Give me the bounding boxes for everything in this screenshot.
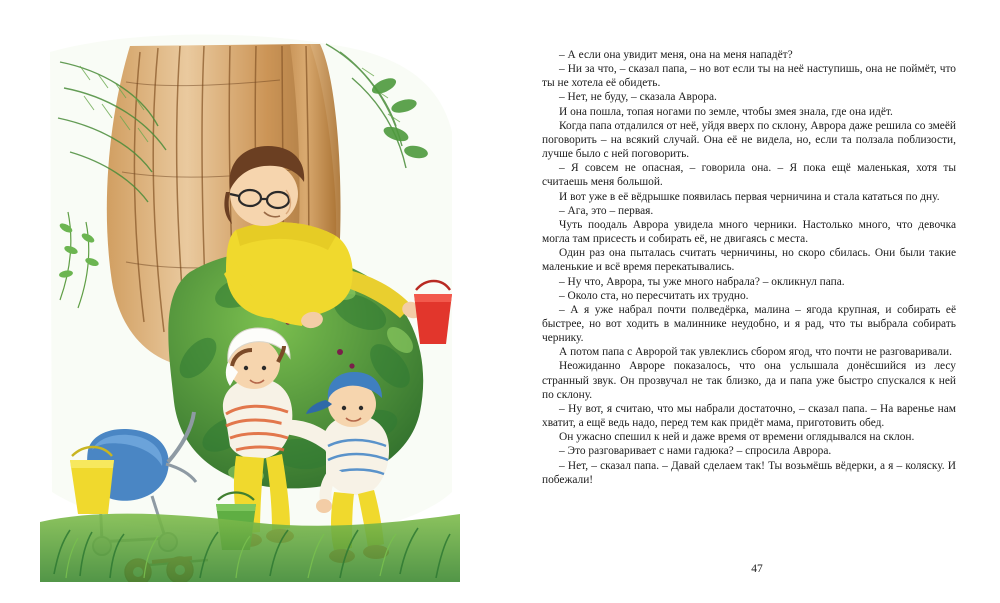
illustration-watercolor (40, 22, 460, 582)
paragraph: Неожиданно Авроре показалось, что она услышала донёсшийся из лесу странный звук. Он прозвучал не так близко, да и папа уже быстро спускался к ней по склону. (542, 360, 956, 401)
paragraph: А потом папа с Авророй так увлеклись сбором ягод, что почти не разговаривали. (559, 346, 953, 359)
paragraph: Когда папа отдалился от неё, уйдя вверх по склону, Аврора даже решила со змеёй поговорить – на всякий случай. Она её не видела, но, если та ползала поблизости, лучше было с ней поговорить. (542, 119, 956, 161)
paragraph: – Нет, не буду, – сказала Аврора. (559, 91, 717, 104)
paragraph: – А если она увидит меня, она на меня нападёт? (559, 49, 793, 61)
page-number-area (500, 563, 1000, 575)
paragraph: – Около ста, но пересчитать их трудно. (559, 289, 749, 302)
illustration-svg (40, 22, 460, 582)
paragraph: – А я уже набрал почти полведёрка, малина – ягода крупная, и собирать её быстрее, но вот ходить в малиннике неудобно, и я рад, что ты выбрала собирать чернику. (542, 303, 956, 345)
paragraph: И вот уже в её вёдрышке появилась первая черничина и стала кататься по дну. (559, 190, 940, 203)
paragraph: И она пошла, топая ногами по земле, чтобы змея знала, где она идёт. (559, 105, 893, 118)
paragraph: Один раз она пыталась считать черничины, но скоро сбилась. Они были такие маленькие и всё время перекатывались. (542, 247, 956, 274)
paragraph: – Ага, это – первая. (559, 204, 654, 217)
paragraph: – Нет, – сказал папа. – Давай сделаем так! Ты возьмёшь вёдерки, а я – коляску. И побежали! (542, 459, 956, 486)
paragraph: – Ну что, Аврора, ты уже много набрала? – окликнул папа. (559, 275, 845, 288)
paragraph: – Ну вот, я считаю, что мы набрали достаточно, – сказал папа. – На варенье нам хватит, а ещё ведь надо, перед тем как придёт мама, приготовить обед. (542, 402, 956, 430)
paragraph: – Это разговаривает с нами гадюка? – спросила Аврора. (559, 445, 832, 458)
paragraph: – Ни за что, – сказал папа, – но вот если ты на неё наступишь, она не поймёт, что ты не хотела её обидеть. (542, 63, 956, 90)
paragraph: – Я совсем не опасная, – говорила она. – Я пока ещё маленькая, хотя ты считаешь меня большой. (542, 162, 956, 189)
page-right (500, 0, 1000, 603)
page-number: 47 (751, 563, 763, 575)
paragraph: Чуть поодаль Аврора увидела много черники. Настолько много, что девочка могла там присесть и собирать её, не двигаясь с места. (542, 218, 956, 246)
paragraph: Он ужасно спешил к ней и даже время от времени оглядывался на склон. (559, 431, 915, 444)
body-text-column (542, 48, 956, 487)
